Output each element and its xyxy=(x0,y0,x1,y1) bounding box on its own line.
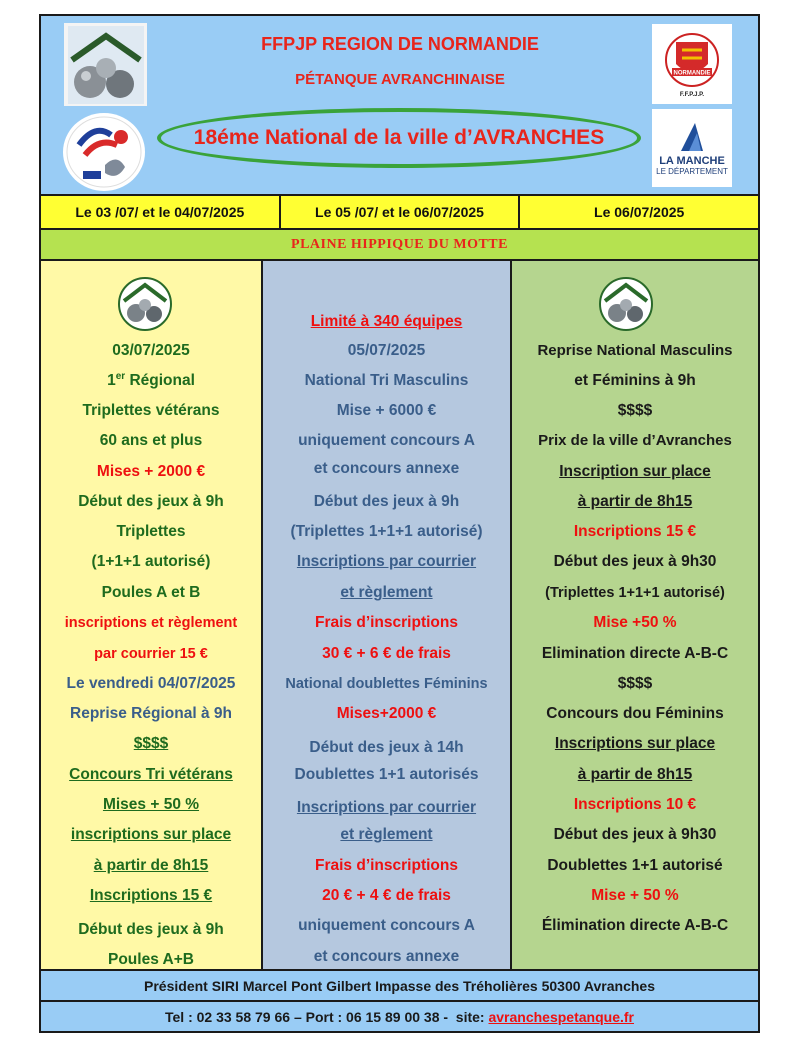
col1-line: $$$$ xyxy=(133,735,169,752)
club-badge-icon xyxy=(118,277,172,331)
col3-line: Prix de la ville d’Avranches xyxy=(538,432,732,449)
col2-line: (Triplettes 1+1+1 autorisé) xyxy=(290,523,483,540)
col3-line: (Triplettes 1+1+1 autorisé) xyxy=(545,585,725,601)
col2-line: Mises+2000 € xyxy=(336,705,437,722)
col1-line: Le vendredi 04/07/2025 xyxy=(66,675,236,692)
col3-line: Inscriptions 10 € xyxy=(573,796,697,813)
column-reprise-national xyxy=(512,261,758,969)
col1-line: par courrier 15 € xyxy=(94,646,208,662)
normandie-shield-icon xyxy=(656,28,728,100)
col1-line: Mises + 2000 € xyxy=(96,463,206,480)
col1-date: 03/07/2025 xyxy=(112,342,190,359)
col2-line: et concours annexe xyxy=(313,948,460,965)
col2-line: Doublettes 1+1 autorisés xyxy=(294,766,479,783)
normandie-logo-sub: F.F.P.J.P. xyxy=(679,92,705,98)
date-cell-1: Le 03 /07/ et le 04/07/2025 xyxy=(41,196,279,228)
col2-line: Limité à 340 équipes xyxy=(310,313,463,330)
col3-line: Mise + 50 % xyxy=(591,887,679,904)
col3-line: Inscriptions sur place xyxy=(554,735,716,752)
manche-logo-line2: LE DÉPARTEMENT xyxy=(656,166,728,176)
col3-line: Elimination directe A-B-C xyxy=(541,645,729,662)
col2-line: Début des jeux à 14h xyxy=(309,739,464,756)
col3-line: Inscriptions 15 € xyxy=(573,523,697,540)
col1-regional xyxy=(41,372,261,390)
col1-line: inscriptions et règlement xyxy=(64,615,238,631)
col1-line: Inscriptions 15 € xyxy=(89,887,213,904)
manche-triangle-icon xyxy=(677,121,707,153)
col3-line: Doublettes 1+1 autorisé xyxy=(547,857,723,874)
col3-line: Mise +50 % xyxy=(593,614,677,631)
col2-line: 05/07/2025 xyxy=(347,342,426,359)
club-badge-icon xyxy=(599,277,653,331)
date-cell-2: Le 05 /07/ et le 06/07/2025 xyxy=(279,196,519,228)
col1-line: Poules A et B xyxy=(101,584,201,601)
col2-line: Frais d’inscriptions xyxy=(315,614,458,631)
col3-line: Début des jeux à 9h30 xyxy=(553,553,717,570)
col2-line: uniquement concours A xyxy=(298,917,475,934)
col2-line: et règlement xyxy=(340,584,433,601)
col1-regional-sup: er xyxy=(115,370,126,382)
col3-line: Début des jeux à 9h30 xyxy=(553,826,717,843)
col3-line: à partir de 8h15 xyxy=(577,766,693,783)
event-title: 18éme National de la ville d’AVRANCHES xyxy=(193,126,605,149)
col2-line: Inscriptions par courrier xyxy=(296,799,477,816)
col3-line: et Féminins à 9h xyxy=(574,372,696,389)
date-cell-3: Le 06/07/2025 xyxy=(518,196,758,228)
col1-line: Concours Tri vétérans xyxy=(69,766,233,783)
col1-line: Début des jeux à 9h xyxy=(78,921,224,938)
col3-line: $$$$ xyxy=(617,675,653,692)
col1-line: Début des jeux à 9h xyxy=(78,493,224,510)
rooster-icon xyxy=(65,115,143,189)
col2-line: Début des jeux à 9h xyxy=(313,493,460,510)
col1-line: à partir de 8h15 xyxy=(93,857,209,874)
col1-line: Poules A+B xyxy=(108,951,194,968)
ffpjp-rooster-logo xyxy=(63,113,145,191)
website-link[interactable]: avranchespetanque.fr xyxy=(488,1008,634,1025)
col3-line: $$$$ xyxy=(617,402,653,419)
column-national-triplettes xyxy=(261,261,512,969)
contact-footer xyxy=(41,1002,758,1031)
col3-line: Élimination directe A-B-C xyxy=(541,917,729,934)
col2-line: et concours annexe xyxy=(313,460,460,477)
event-title-oval xyxy=(157,108,641,168)
petanque-balls-icon xyxy=(68,26,144,104)
col1-regional-num: 1 xyxy=(107,372,116,389)
col2-line: Inscriptions par courrier xyxy=(296,553,477,570)
contact-text: Tel : 02 33 58 79 66 – Port : 06 15 89 00 38 - site: xyxy=(165,1008,489,1025)
federation-title: FFPJP REGION DE NORMANDIE xyxy=(261,34,539,54)
normandie-logo-text: NORMANDIE xyxy=(673,70,711,77)
venue-name: PLAINE HIPPIQUE DU MOTTE xyxy=(291,236,508,252)
col3-line: à partir de 8h15 xyxy=(577,493,693,510)
col3-line: Reprise National Masculins xyxy=(537,342,733,359)
col2-line: et règlement xyxy=(340,826,433,843)
manche-logo-line1: LA MANCHE xyxy=(659,154,725,167)
normandie-logo xyxy=(652,24,732,104)
col2-line: 20 € + 4 € de frais xyxy=(322,887,451,904)
club-title: PÉTANQUE AVRANCHINAISE xyxy=(295,71,505,88)
col1-line: Triplettes vétérans xyxy=(82,402,220,419)
venue-banner xyxy=(41,230,758,261)
club-logo xyxy=(64,23,147,106)
col3-line: Inscription sur place xyxy=(559,463,711,480)
col3-line: Concours dou Féminins xyxy=(546,705,724,722)
col2-line: Mise + 6000 € xyxy=(336,402,437,419)
col1-line: 60 ans et plus xyxy=(99,432,203,449)
dates-row xyxy=(41,196,758,230)
col2-line: National doublettes Féminins xyxy=(285,676,488,692)
col2-line: uniquement concours A xyxy=(298,432,475,449)
col1-line: Triplettes xyxy=(116,523,186,540)
col2-line: National Tri Masculins xyxy=(304,372,469,389)
col1-line: Mises + 50 % xyxy=(102,796,200,813)
col2-line: 30 € + 6 € de frais xyxy=(322,645,451,662)
la-manche-logo xyxy=(652,109,732,187)
col1-line: Reprise Régional à 9h xyxy=(70,705,232,722)
col1-regional-label: Régional xyxy=(129,372,195,389)
col1-line: inscriptions sur place xyxy=(70,826,232,843)
president-footer: Président SIRI Marcel Pont Gilbert Impasse des Tréholières 50300 Avranches xyxy=(41,969,758,1002)
column-veterans xyxy=(41,261,261,969)
col1-line: (1+1+1 autorisé) xyxy=(91,553,211,570)
col2-line: Frais d’inscriptions xyxy=(315,857,458,874)
